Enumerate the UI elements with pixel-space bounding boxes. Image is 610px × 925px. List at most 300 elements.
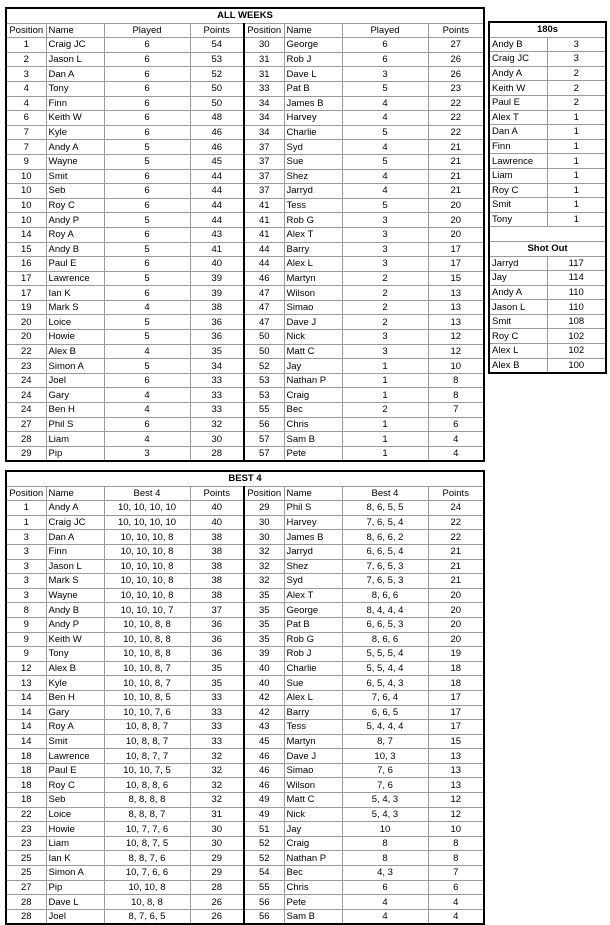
points-cell: 37 [190, 603, 244, 618]
points-cell: 44 [190, 184, 244, 199]
points-cell: 10 [428, 359, 484, 374]
played-cell: 4 [104, 432, 190, 447]
shot-out-score: 102 [547, 344, 606, 359]
name-cell: Dave L [284, 67, 342, 82]
name-cell: Jarryd [284, 544, 342, 559]
points-cell: 7 [428, 403, 484, 418]
best-4-cell: 5, 4, 4, 4 [342, 720, 428, 735]
position-cell: 28 [6, 432, 46, 447]
table-row [6, 96, 484, 111]
position-cell: 20 [6, 315, 46, 330]
spacer [489, 227, 606, 242]
position-cell: 40 [244, 676, 284, 691]
points-cell: 38 [190, 300, 244, 315]
points-cell: 13 [428, 749, 484, 764]
name-cell: Jarryd [284, 184, 342, 199]
points-cell: 30 [190, 432, 244, 447]
position-cell: 53 [244, 373, 284, 388]
best-4-cell: 10, 10, 8, 7 [104, 676, 190, 691]
table-row [6, 676, 484, 691]
name-cell: Barry [284, 705, 342, 720]
points-cell: 29 [190, 851, 244, 866]
best-4-cell: 7, 6, 5, 3 [342, 574, 428, 589]
col-best-4: Best 4 [104, 486, 190, 501]
points-cell: 36 [190, 647, 244, 662]
table-row [6, 344, 484, 359]
played-cell: 4 [104, 344, 190, 359]
table-row [6, 574, 484, 589]
position-cell: 9 [6, 632, 46, 647]
best-4-cell: 5, 5, 5, 4 [342, 647, 428, 662]
points-cell: 46 [190, 125, 244, 140]
points-cell: 38 [190, 530, 244, 545]
points-cell: 18 [428, 661, 484, 676]
name-cell: Tony [46, 81, 104, 96]
points-cell: 38 [190, 559, 244, 574]
position-cell: 7 [6, 140, 46, 155]
name-cell: Martyn [284, 271, 342, 286]
played-cell: 3 [342, 242, 428, 257]
points-cell: 8 [428, 373, 484, 388]
position-cell: 28 [6, 909, 46, 924]
name-cell: Rob G [284, 213, 342, 228]
best-4-cell: 7, 6, 5, 3 [342, 559, 428, 574]
position-cell: 37 [244, 154, 284, 169]
best-4-cell: 6, 6, 5, 4 [342, 544, 428, 559]
table-row [6, 52, 484, 67]
table-row [6, 81, 484, 96]
points-cell: 4 [428, 895, 484, 910]
played-cell: 5 [104, 315, 190, 330]
position-cell: 4 [6, 96, 46, 111]
name-cell: Shez [284, 559, 342, 574]
points-cell: 40 [190, 515, 244, 530]
points-cell: 26 [428, 67, 484, 82]
name-cell: Sue [284, 154, 342, 169]
points-cell: 21 [428, 184, 484, 199]
position-cell: 15 [6, 242, 46, 257]
points-cell: 21 [428, 154, 484, 169]
position-cell: 46 [244, 749, 284, 764]
position-cell: 18 [6, 778, 46, 793]
points-cell: 53 [190, 52, 244, 67]
position-cell: 25 [6, 851, 46, 866]
name-cell: Mark S [46, 574, 104, 589]
position-cell: 50 [244, 344, 284, 359]
shot-out-score: 100 [547, 358, 606, 373]
points-cell: 20 [428, 213, 484, 228]
name-cell: Nathan P [284, 851, 342, 866]
list-item [489, 358, 606, 373]
position-cell: 10 [6, 198, 46, 213]
points-cell: 19 [428, 647, 484, 662]
best-4-cell: 6, 6, 5, 3 [342, 617, 428, 632]
name-cell: Alex T [284, 588, 342, 603]
played-cell: 5 [342, 154, 428, 169]
table-row [6, 140, 484, 155]
shot-out-score: 114 [547, 271, 606, 286]
name-cell: Howie [46, 330, 104, 345]
name-cell: Andy P [46, 617, 104, 632]
best-4-cell: 10, 3 [342, 749, 428, 764]
best-4-table [5, 470, 485, 925]
played-cell: 5 [342, 81, 428, 96]
name-cell: Shez [284, 169, 342, 184]
best-4-cell: 7, 6 [342, 763, 428, 778]
table-row [6, 257, 484, 272]
points-cell: 28 [190, 446, 244, 461]
position-cell: 9 [6, 617, 46, 632]
player-name: Smit [489, 314, 547, 329]
name-cell: Charlie [284, 661, 342, 676]
best-4-cell: 10, 8, 8, 7 [104, 734, 190, 749]
played-cell: 2 [342, 300, 428, 315]
position-cell: 4 [6, 81, 46, 96]
played-cell: 4 [342, 169, 428, 184]
name-cell: Rob J [284, 647, 342, 662]
points-cell: 45 [190, 154, 244, 169]
table-row [6, 359, 484, 374]
position-cell: 35 [244, 603, 284, 618]
best-4-cell: 10, 8, 8 [104, 895, 190, 910]
points-cell: 21 [428, 169, 484, 184]
position-cell: 17 [6, 271, 46, 286]
played-cell: 3 [342, 344, 428, 359]
played-cell: 6 [104, 227, 190, 242]
name-cell: Andy B [46, 242, 104, 257]
player-name: Jarryd [489, 256, 547, 271]
player-name: Lawrence [489, 154, 547, 169]
points-cell: 17 [428, 257, 484, 272]
played-cell: 3 [342, 330, 428, 345]
best-4-cell: 6 [342, 880, 428, 895]
played-cell: 6 [104, 198, 190, 213]
all-weeks-table [5, 7, 485, 462]
name-cell: Gary [46, 705, 104, 720]
position-cell: 35 [244, 632, 284, 647]
name-cell: Simon A [46, 866, 104, 881]
position-cell: 56 [244, 895, 284, 910]
position-cell: 31 [244, 52, 284, 67]
list-item [489, 271, 606, 286]
played-cell: 6 [104, 373, 190, 388]
name-cell: Lawrence [46, 749, 104, 764]
name-cell: Pete [284, 446, 342, 461]
points-cell: 39 [190, 286, 244, 301]
position-cell: 14 [6, 720, 46, 735]
position-cell: 53 [244, 388, 284, 403]
name-cell: George [284, 38, 342, 53]
name-cell: Simao [284, 300, 342, 315]
points-cell: 36 [190, 632, 244, 647]
position-cell: 3 [6, 530, 46, 545]
table-row [6, 909, 484, 924]
played-cell: 4 [104, 403, 190, 418]
position-cell: 32 [244, 559, 284, 574]
position-cell: 46 [244, 763, 284, 778]
position-cell: 49 [244, 807, 284, 822]
position-cell: 33 [244, 81, 284, 96]
position-cell: 3 [6, 544, 46, 559]
player-name: Roy C [489, 329, 547, 344]
table-row [6, 661, 484, 676]
count-180: 1 [547, 154, 606, 169]
position-cell: 22 [6, 807, 46, 822]
points-cell: 10 [428, 822, 484, 837]
name-cell: Matt C [284, 793, 342, 808]
position-cell: 13 [6, 676, 46, 691]
name-cell: Martyn [284, 734, 342, 749]
best-4-cell: 10, 8, 7, 5 [104, 836, 190, 851]
count-180: 2 [547, 66, 606, 81]
position-cell: 47 [244, 300, 284, 315]
table-row [6, 213, 484, 228]
points-cell: 6 [428, 880, 484, 895]
best-4-cell: 10, 10, 7, 6 [104, 705, 190, 720]
count-180: 2 [547, 95, 606, 110]
points-cell: 20 [428, 603, 484, 618]
position-cell: 29 [6, 446, 46, 461]
name-cell: Ian K [46, 851, 104, 866]
name-cell: Liam [46, 432, 104, 447]
col-played: Played [342, 23, 428, 38]
player-name: Andy A [489, 285, 547, 300]
best-4-cell: 10, 7, 7, 6 [104, 822, 190, 837]
position-cell: 7 [6, 125, 46, 140]
position-cell: 18 [6, 793, 46, 808]
best-4-cell: 8, 7, 6, 5 [104, 909, 190, 924]
best-4-cell: 8, 8, 8, 7 [104, 807, 190, 822]
played-cell: 3 [342, 67, 428, 82]
played-cell: 1 [342, 388, 428, 403]
played-cell: 5 [104, 271, 190, 286]
played-cell: 3 [342, 257, 428, 272]
name-cell: Finn [46, 544, 104, 559]
position-cell: 12 [6, 661, 46, 676]
position-cell: 1 [6, 501, 46, 516]
position-cell: 47 [244, 286, 284, 301]
best-4-cell: 10, 10, 10, 10 [104, 515, 190, 530]
shot-out-score: 110 [547, 285, 606, 300]
position-cell: 10 [6, 169, 46, 184]
position-cell: 57 [244, 446, 284, 461]
points-cell: 22 [428, 515, 484, 530]
played-cell: 5 [104, 213, 190, 228]
list-item [489, 81, 606, 96]
table-row [6, 822, 484, 837]
played-cell: 3 [104, 446, 190, 461]
name-cell: Lawrence [46, 271, 104, 286]
points-cell: 15 [428, 734, 484, 749]
count-180: 1 [547, 198, 606, 213]
best-4-cell: 10, 10, 8, 8 [104, 617, 190, 632]
s180-title: 180s [489, 22, 606, 37]
name-cell: Wayne [46, 154, 104, 169]
position-cell: 9 [6, 154, 46, 169]
position-cell: 22 [6, 344, 46, 359]
name-cell: Tess [284, 720, 342, 735]
count-180: 3 [547, 37, 606, 52]
played-cell: 6 [104, 125, 190, 140]
col-name: Name [46, 23, 104, 38]
points-cell: 15 [428, 271, 484, 286]
name-cell: Bec [284, 866, 342, 881]
points-cell: 38 [190, 588, 244, 603]
table-row [6, 67, 484, 82]
points-cell: 30 [190, 836, 244, 851]
name-cell: Craig [284, 388, 342, 403]
col-name: Name [284, 486, 342, 501]
points-cell: 12 [428, 344, 484, 359]
best-4-cell: 8, 6, 5, 5 [342, 501, 428, 516]
name-cell: Pip [46, 880, 104, 895]
position-cell: 3 [6, 574, 46, 589]
best-4-cell: 10, 10, 8, 5 [104, 690, 190, 705]
position-cell: 3 [6, 559, 46, 574]
played-cell: 6 [342, 38, 428, 53]
best-4-cell: 4 [342, 909, 428, 924]
table-row [6, 559, 484, 574]
played-cell: 4 [342, 96, 428, 111]
position-cell: 27 [6, 417, 46, 432]
name-cell: Gary [46, 388, 104, 403]
name-cell: Alex T [284, 227, 342, 242]
col-points: Points [190, 486, 244, 501]
position-cell: 34 [244, 111, 284, 126]
table-row [6, 734, 484, 749]
position-cell: 46 [244, 778, 284, 793]
points-cell: 26 [428, 52, 484, 67]
position-cell: 34 [244, 96, 284, 111]
points-cell: 29 [190, 866, 244, 881]
position-cell: 46 [244, 271, 284, 286]
count-180: 3 [547, 52, 606, 67]
name-cell: Wilson [284, 286, 342, 301]
played-cell: 5 [104, 330, 190, 345]
points-cell: 44 [190, 198, 244, 213]
player-name: Dan A [489, 125, 547, 140]
col-name: Name [46, 486, 104, 501]
points-cell: 13 [428, 315, 484, 330]
col-position: Position [244, 486, 284, 501]
shot-out-title: Shot Out [489, 241, 606, 256]
name-cell: Roy C [46, 198, 104, 213]
name-cell: Joel [46, 909, 104, 924]
table-row [6, 154, 484, 169]
position-cell: 50 [244, 330, 284, 345]
name-cell: Sam B [284, 432, 342, 447]
col-name: Name [284, 23, 342, 38]
table-row [6, 242, 484, 257]
position-cell: 25 [6, 866, 46, 881]
played-cell: 6 [104, 111, 190, 126]
points-cell: 12 [428, 793, 484, 808]
position-cell: 37 [244, 184, 284, 199]
shot-out-score: 108 [547, 314, 606, 329]
table-row [6, 373, 484, 388]
table-row [6, 198, 484, 213]
name-cell: Pip [46, 446, 104, 461]
name-cell: Seb [46, 184, 104, 199]
position-cell: 29 [244, 501, 284, 516]
list-item [489, 285, 606, 300]
points-cell: 22 [428, 96, 484, 111]
best-4-cell: 8 [342, 851, 428, 866]
table-row [6, 286, 484, 301]
name-cell: Jay [284, 822, 342, 837]
name-cell: Syd [284, 140, 342, 155]
player-name: Paul E [489, 95, 547, 110]
name-cell: Dan A [46, 67, 104, 82]
played-cell: 3 [342, 213, 428, 228]
points-cell: 30 [190, 822, 244, 837]
best-4-cell: 7, 6, 5, 4 [342, 515, 428, 530]
position-cell: 20 [6, 330, 46, 345]
position-cell: 2 [6, 52, 46, 67]
best-4-cell: 8, 6, 6 [342, 588, 428, 603]
points-cell: 24 [428, 501, 484, 516]
points-cell: 26 [190, 895, 244, 910]
col-played: Played [104, 23, 190, 38]
points-cell: 39 [190, 271, 244, 286]
list-item [489, 183, 606, 198]
points-cell: 48 [190, 111, 244, 126]
list-item [489, 300, 606, 315]
list-item [489, 168, 606, 183]
player-name: Andy A [489, 66, 547, 81]
best-4-cell: 10, 10, 10, 8 [104, 588, 190, 603]
points-cell: 38 [190, 574, 244, 589]
count-180: 1 [547, 125, 606, 140]
player-name: Tony [489, 212, 547, 227]
position-cell: 44 [244, 242, 284, 257]
table-row [6, 617, 484, 632]
player-name: Andy B [489, 37, 547, 52]
played-cell: 5 [104, 154, 190, 169]
best-4-cell: 10, 10, 10, 8 [104, 530, 190, 545]
best-4-title: BEST 4 [6, 471, 484, 486]
played-cell: 1 [342, 432, 428, 447]
best-4-cell: 10, 10, 8 [104, 880, 190, 895]
position-cell: 54 [244, 866, 284, 881]
name-cell: Roy A [46, 720, 104, 735]
position-cell: 14 [6, 227, 46, 242]
points-cell: 13 [428, 300, 484, 315]
played-cell: 2 [342, 271, 428, 286]
position-cell: 30 [244, 530, 284, 545]
list-item [489, 344, 606, 359]
name-cell: Dave J [284, 315, 342, 330]
position-cell: 1 [6, 38, 46, 53]
position-cell: 17 [6, 286, 46, 301]
position-cell: 41 [244, 213, 284, 228]
all-weeks-header-row [6, 23, 484, 38]
points-cell: 40 [190, 501, 244, 516]
position-cell: 24 [6, 388, 46, 403]
shot-out-score: 102 [547, 329, 606, 344]
name-cell: Phil S [284, 501, 342, 516]
player-name: Craig JC [489, 52, 547, 67]
played-cell: 6 [104, 286, 190, 301]
table-row [6, 388, 484, 403]
table-row [6, 793, 484, 808]
best-4-cell: 10, 10, 10, 10 [104, 501, 190, 516]
name-cell: Jay [284, 359, 342, 374]
played-cell: 5 [104, 242, 190, 257]
played-cell: 6 [104, 52, 190, 67]
position-cell: 55 [244, 880, 284, 895]
points-cell: 35 [190, 661, 244, 676]
